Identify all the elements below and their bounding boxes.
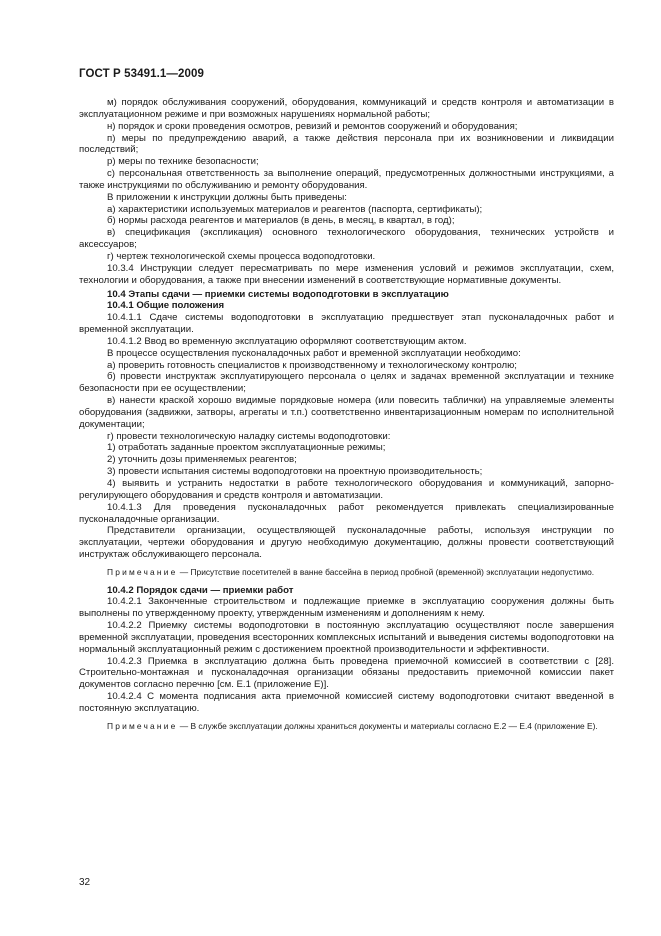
paragraph: п) меры по предупреждению аварий, а также действия персонала при их возникновении и ликвидации последствий; — [79, 132, 614, 156]
paragraph: 1) отработать заданные проектом эксплуатационные режимы; — [107, 442, 386, 454]
paragraph: В приложении к инструкции должны быть приведены: — [107, 191, 347, 203]
note — [79, 721, 614, 732]
paragraph: 10.4.1.2 Ввод во временную эксплуатацию оформляют соответствующим актом. — [107, 335, 467, 347]
paragraph: 10.4.2.4 С момента подписания акта приемочной комиссией систему водоподготовки считают введенной в постоянную эксплуатацию. — [79, 691, 614, 714]
note-text: — Присутствие посетителей в ванне бассейна в период пробной (временной) эксплуатации недопустимо. — [177, 566, 595, 577]
section-heading: 10.4.1 Общие положения — [107, 300, 225, 312]
paragraph: р) меры по технике безопасности; — [107, 156, 259, 168]
document-body — [79, 97, 614, 738]
paragraph: В процессе осуществления пусконаладочных работ и временной эксплуатации необходимо: — [107, 347, 521, 359]
page-number: 32 — [79, 877, 91, 888]
note — [79, 567, 614, 578]
paragraph: в) спецификация (экспликация) основного технологического оборудования, технических устройств и аксессуаров; — [79, 227, 614, 251]
paragraph: 10.4.1.3 Для проведения пусконаладочных работ рекомендуется привлекать специализированные пусконаладочные организации. — [79, 501, 614, 525]
paragraph: в) нанести краской хорошо видимые порядковые номера (или повесить таблички) на управляемые элементы оборудования (задвижки, затворы, агрегаты и т.п.) соответственно инвентаризационным номерам по исполнительной документации; — [79, 395, 614, 430]
paragraph: 10.3.4 Инструкции следует пересматривать по мере изменения условий и режимов эксплуатации, схем, технологии и оборудования, а также при внесении изменений в соответствующие нормативные документы. — [79, 262, 614, 286]
paragraph: б) провести инструктаж эксплуатирующего персонала о целях и задачах временной эксплуатации и технике безопасности при ее осуществлении; — [79, 371, 614, 395]
section-heading: 10.4.2 Порядок сдачи — приемки работ — [107, 584, 294, 596]
paragraph: 3) провести испытания системы водоподготовки на проектную производительность; — [107, 466, 483, 478]
paragraph: а) проверить готовность специалистов к производственному и технологическому контролю; — [107, 359, 517, 371]
paragraph: б) нормы расхода реагентов и материалов (в день, в месяц, в квартал, в год); — [107, 215, 455, 227]
paragraph: а) характеристики используемых материалов и реагентов (паспорта, сертификаты); — [107, 203, 483, 215]
note-label: Примечание — [107, 566, 178, 577]
paragraph: г) чертеж технологической схемы процесса водоподготовки. — [107, 250, 376, 262]
paragraph: Представители организации, осуществляющей пусконаладочные работы, используя инструкции по эксплуатации, чертежи оборудования и другую необходимую документацию, должны провести соответствующий инструктаж обслуживающего персонала. — [79, 525, 614, 561]
paragraph: с) персональная ответственность за выполнение операций, предусмотренных должностными инструкциями, а также инструкциями по обслуживанию и ремонту оборудования. — [79, 168, 614, 191]
paragraph: 10.4.2.3 Приемка в эксплуатацию должна быть проведена приемочной комиссией в соответствии с [28]. Строительно-монтажная и пусконаладочная организации обязаны предоставить приемочной комиссии пакет документов согласно перечню [см. Е.1 (приложение Е)]. — [79, 655, 614, 691]
paragraph: 4) выявить и устранить недостатки в работе технологического оборудования и коммуникаций, запорно-регулирующего оборудования и средств контроля и автоматизации. — [79, 478, 614, 501]
paragraph: 10.4.2.2 Приемку системы водоподготовки в постоянную эксплуатацию осуществляют после завершения временной эксплуатации, проведения всесторонних комплексных испытаний и выведения системы водоподготовки на нормальный эксплуатационный режим с достижением проектной производительности и эффективности. — [79, 620, 614, 655]
paragraph: г) провести технологическую наладку системы водоподготовки: — [107, 430, 391, 442]
note-text: — В службе эксплуатации должны храниться документы и материалы согласно Е.2 — Е.4 (приложение Е). — [177, 720, 598, 731]
paragraph: н) порядок и сроки проведения осмотров, ревизий и ремонтов сооружений и оборудования; — [107, 120, 518, 132]
page-header-standard-code: ГОСТ Р 53491.1—2009 — [79, 68, 204, 80]
section-heading: 10.4 Этапы сдачи — приемки системы водоподготовки в эксплуатацию — [107, 288, 449, 300]
paragraph: 2) уточнить дозы применяемых реагентов; — [107, 454, 297, 466]
paragraph: 10.4.2.1 Законченные строительством и подлежащие приемке в эксплуатацию сооружения должны быть выполнены по утвержденному проекту, утвержденным изменениям и дополнениям к нему. — [79, 596, 614, 620]
paragraph: 10.4.1.1 Сдаче системы водоподготовки в эксплуатацию предшествует этап пусконаладочных работ и временной эксплуатации. — [79, 312, 614, 336]
paragraph: м) порядок обслуживания сооружений, оборудования, коммуникаций и средств контроля и автоматизации в эксплуатационном режиме и при возможных нарушениях нормальной работы; — [79, 97, 614, 120]
note-label: Примечание — [107, 720, 178, 731]
